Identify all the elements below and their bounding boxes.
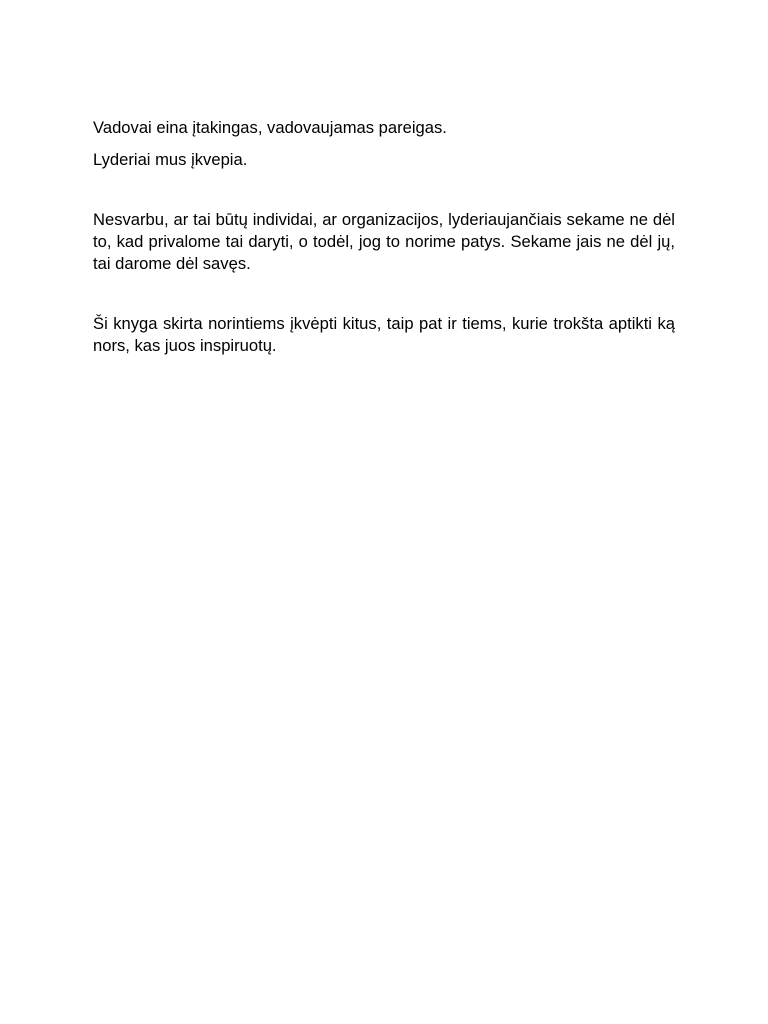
paragraph-following-leaders: Nesvarbu, ar tai būtų individai, ar organizacijos, lyderiaujančiais sekame ne dėl to, kad privalome tai daryti, o todėl, jog to norime patys. Sekame jais ne dėl jų, tai darome dėl savęs. [93,210,675,273]
paragraph-leaders-inspire: Lyderiai mus įkvepia. [93,150,248,169]
paragraph-book-purpose: Ši knyga skirta norintiems įkvėpti kitus, taip pat ir tiems, kurie trokšta aptikti ką nors, kas juos inspiruotų. [93,314,675,355]
paragraph-leaders-positions: Vadovai eina įtakingas, vadovaujamas pareigas. [93,118,447,137]
